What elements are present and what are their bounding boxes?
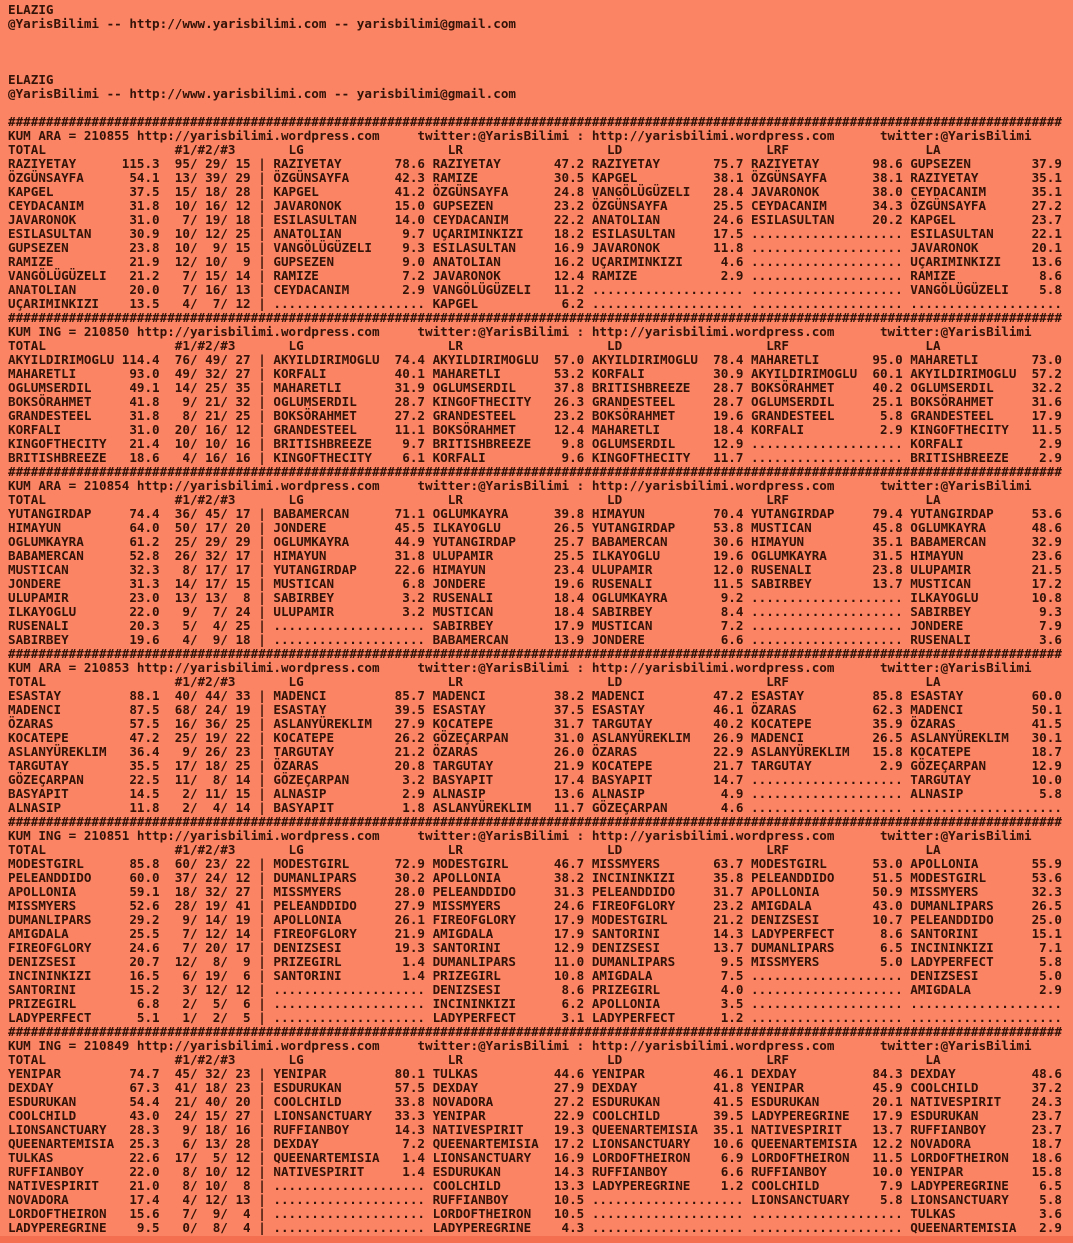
stat-row: RAZIYETAY 115.3 95/ 29/ 15 | RAZIYETAY 78.6 RAZIYETAY 47.2 RAZIYETAY 75.7 RAZIYETAY 98.6 GUPSEZEN 37.9 [8, 156, 1062, 171]
stat-row: BRITISHBREEZE 18.6 4/ 16/ 16 | KINGOFTHECITY 6.1 KORFALI 9.6 KINGOFTHECITY 11.7 .................... BRITISHBREEZE 2.9 [8, 450, 1062, 465]
stat-row: ULUPAMIR 23.0 13/ 13/ 8 | SABIRBEY 3.2 RUSENALI 18.4 OGLUMKAYRA 9.2 .................... ILKAYOGLU 10.8 [8, 590, 1062, 605]
stat-row: VANGÖLÜGÜZELI 21.2 7/ 15/ 14 | RAMIZE 7.2 JAVARONOK 12.4 RAMIZE 2.9 .................... RAMIZE 8.6 [8, 268, 1062, 283]
sections-container [8, 115, 1073, 1235]
column-header-line: TOTAL #1/#2/#3 LG LR LD LRF LA [8, 674, 1070, 689]
section-kum-ing-210849 [8, 1025, 1073, 1235]
section-title-line: KUM ING = 210851 http://yarisbilimi.wordpress.com twitter:@YarisBilimi : http://yarisbilimi.wordpress.com twitter:@YarisBilimi [8, 828, 1032, 843]
stat-row: ESILASULTAN 30.9 10/ 12/ 25 | ANATOLIAN 9.7 UÇARIMINKIZI 18.2 ESILASULTAN 17.5 .................... ESILASULTAN 22.1 [8, 226, 1062, 241]
stat-row: BABAMERCAN 52.8 26/ 32/ 17 | HIMAYUN 31.8 ULUPAMIR 25.5 ILKAYOGLU 19.6 OGLUMKAYRA 31.5 HIMAYUN 23.6 [8, 548, 1062, 563]
stat-row: MUSTICAN 32.3 8/ 17/ 17 | YUTANGIRDAP 22.6 HIMAYUN 23.4 ULUPAMIR 12.0 RUSENALI 23.8 ULUPAMIR 21.5 [8, 562, 1062, 577]
section-kum-ara-210855 [8, 115, 1073, 311]
stat-row: COOLCHILD 43.0 24/ 15/ 27 | LIONSANCTUARY 33.3 YENIPAR 22.9 COOLCHILD 39.5 LADYPEREGRINE 17.9 ESDURUKAN 23.7 [8, 1108, 1062, 1123]
stat-row: ASLANYÜREKLIM 36.4 9/ 26/ 23 | TARGUTAY 21.2 ÖZARAS 26.0 ÖZARAS 22.9 ASLANYÜREKLIM 15.8 KOCATEPE 18.7 [8, 744, 1062, 759]
stat-row: SANTORINI 15.2 3/ 12/ 12 | .................... DENIZSESI 8.6 PRIZEGIRL 4.0 .................... AMIGDALA 2.9 [8, 982, 1062, 997]
stat-row: ILKAYOGLU 22.0 9/ 7/ 24 | ULUPAMIR 3.2 MUSTICAN 18.4 SABIRBEY 8.4 .................... SABIRBEY 9.3 [8, 604, 1062, 619]
stat-row: LORDOFTHEIRON 15.6 7/ 9/ 4 | .................... LORDOFTHEIRON 10.5 .................... .................... TULKAS 3.6 [8, 1206, 1062, 1221]
stat-row: RUSENALI 20.3 5/ 4/ 25 | .................... SABIRBEY 17.9 MUSTICAN 7.2 .................... JONDERE 7.9 [8, 618, 1062, 633]
hash-divider: ########################################################################################################################################### [8, 464, 1062, 479]
stat-row: APOLLONIA 59.1 18/ 32/ 27 | MISSMYERS 28.0 PELEANDDIDO 31.3 PELEANDDIDO 31.7 APOLLONIA 50.9 MISSMYERS 32.3 [8, 884, 1062, 899]
stat-row: GRANDESTEEL 31.8 8/ 21/ 25 | BOKSÖRAHMET 27.2 GRANDESTEEL 23.2 BOKSÖRAHMET 19.6 GRANDESTEEL 5.8 GRANDESTEEL 17.9 [8, 408, 1062, 423]
column-header-line: TOTAL #1/#2/#3 LG LR LD LRF LA [8, 1052, 1070, 1067]
stat-row: MAHARETLI 93.0 49/ 32/ 27 | KORFALI 40.1 MAHARETLI 53.2 KORFALI 30.9 AKYILDIRIMOGLU 60.1 AKYILDIRIMOGLU 57.2 [8, 366, 1062, 381]
column-header-line: TOTAL #1/#2/#3 LG LR LD LRF LA [8, 142, 1070, 157]
stat-row: RUFFIANBOY 22.0 8/ 10/ 12 | NATIVESPIRIT 1.4 ESDURUKAN 14.3 RUFFIANBOY 6.6 RUFFIANBOY 10.0 YENIPAR 15.8 [8, 1164, 1062, 1179]
stat-row: NOVADORA 17.4 4/ 12/ 13 | .................... RUFFIANBOY 10.5 .................... LIONSANCTUARY 5.8 LIONSANCTUARY 5.8 [8, 1192, 1062, 1207]
stat-row: DEXDAY 67.3 41/ 18/ 23 | ESDURUKAN 57.5 DEXDAY 27.9 DEXDAY 41.8 YENIPAR 45.9 COOLCHILD 37.2 [8, 1080, 1062, 1095]
column-header-line: TOTAL #1/#2/#3 LG LR LD LRF LA [8, 492, 1070, 507]
stat-row: BOKSÖRAHMET 41.8 9/ 21/ 32 | OGLUMSERDIL 28.7 KINGOFTHECITY 26.3 GRANDESTEEL 28.7 OGLUMSERDIL 25.1 BOKSÖRAHMET 31.6 [8, 394, 1062, 409]
hash-divider: ########################################################################################################################################### [8, 114, 1062, 129]
contact-line: @YarisBilimi -- http://www.yarisbilimi.com -- yarisbilimi@gmail.com [8, 16, 516, 31]
blank-line [8, 59, 1073, 73]
stat-row: ÖZARAS 57.5 16/ 36/ 25 | ASLANYÜREKLIM 27.9 KOCATEPE 31.7 TARGUTAY 40.2 KOCATEPE 35.9 ÖZARAS 41.5 [8, 716, 1062, 731]
stat-row: LADYPERFECT 5.1 1/ 2/ 5 | .................... LADYPERFECT 3.1 LADYPERFECT 1.2 .................... .................... [8, 1010, 1062, 1025]
stat-row: JAVARONOK 31.0 7/ 19/ 18 | ESILASULTAN 14.0 CEYDACANIM 22.2 ANATOLIAN 24.6 ESILASULTAN 20.2 KAPGEL 23.7 [8, 212, 1062, 227]
stat-row: LADYPEREGRINE 9.5 0/ 8/ 4 | .................... LADYPEREGRINE 4.3 .................... .................... QUEENARTEMISIA 2.9 [8, 1220, 1062, 1235]
stat-row: HIMAYUN 64.0 50/ 17/ 20 | JONDERE 45.5 ILKAYOGLU 26.5 YUTANGIRDAP 53.8 MUSTICAN 45.8 OGLUMKAYRA 48.6 [8, 520, 1062, 535]
section-title-line: KUM ARA = 210855 http://yarisbilimi.wordpress.com twitter:@YarisBilimi : http://yarisbilimi.wordpress.com twitter:@YarisBilimi [8, 128, 1032, 143]
stat-row: YENIPAR 74.7 45/ 32/ 23 | YENIPAR 80.1 TULKAS 44.6 YENIPAR 46.1 DEXDAY 84.3 DEXDAY 48.6 [8, 1066, 1062, 1081]
stat-row: QUEENARTEMISIA 25.3 6/ 13/ 28 | DEXDAY 7.2 QUEENARTEMISIA 17.2 LIONSANCTUARY 10.6 QUEENARTEMISIA 12.2 NOVADORA 18.7 [8, 1136, 1062, 1151]
blank-line [8, 101, 1073, 115]
stat-row: MODESTGIRL 85.8 60/ 23/ 22 | MODESTGIRL 72.9 MODESTGIRL 46.7 MISSMYERS 63.7 MODESTGIRL 53.0 APOLLONIA 55.9 [8, 856, 1062, 871]
location-line-2: ELAZIG [8, 72, 54, 87]
stat-row: MISSMYERS 52.6 28/ 19/ 41 | PELEANDDIDO 27.9 MISSMYERS 24.6 FIREOFGLORY 23.2 AMIGDALA 43.0 DUMANLIPARS 26.5 [8, 898, 1062, 913]
stat-row: DUMANLIPARS 29.2 9/ 14/ 19 | APOLLONIA 26.1 FIREOFGLORY 17.9 MODESTGIRL 21.2 DENIZSESI 10.7 PELEANDDIDO 25.0 [8, 912, 1062, 927]
section-title-line: KUM ARA = 210854 http://yarisbilimi.wordpress.com twitter:@YarisBilimi : http://yarisbilimi.wordpress.com twitter:@YarisBilimi [8, 478, 1032, 493]
stat-row: DENIZSESI 20.7 12/ 8/ 9 | PRIZEGIRL 1.4 DUMANLIPARS 11.0 DUMANLIPARS 9.5 MISSMYERS 5.0 LADYPERFECT 5.8 [8, 954, 1062, 969]
section-title-line: KUM ARA = 210853 http://yarisbilimi.wordpress.com twitter:@YarisBilimi : http://yarisbilimi.wordpress.com twitter:@YarisBilimi [8, 660, 1032, 675]
stat-row: ESASTAY 88.1 40/ 44/ 33 | MADENCI 85.7 MADENCI 38.2 MADENCI 47.2 ESASTAY 85.8 ESASTAY 60.0 [8, 688, 1062, 703]
section-title-line: KUM ING = 210850 http://yarisbilimi.wordpress.com twitter:@YarisBilimi : http://yarisbilimi.wordpress.com twitter:@YarisBilimi [8, 324, 1032, 339]
stat-row: PRIZEGIRL 6.8 2/ 5/ 6 | .................... INCININKIZI 6.2 APOLLONIA 3.5 .................... .................... [8, 996, 1062, 1011]
stat-row: INCININKIZI 16.5 6/ 19/ 6 | SANTORINI 1.4 PRIZEGIRL 10.8 AMIGDALA 7.5 .................... DENIZSESI 5.0 [8, 968, 1062, 983]
stat-row: YUTANGIRDAP 74.4 36/ 45/ 17 | BABAMERCAN 71.1 OGLUMKAYRA 39.8 HIMAYUN 70.4 YUTANGIRDAP 79.4 YUTANGIRDAP 53.6 [8, 506, 1062, 521]
stat-row: AMIGDALA 25.5 7/ 12/ 14 | FIREOFGLORY 21.9 AMIGDALA 17.9 SANTORINI 14.3 LADYPERFECT 8.6 SANTORINI 15.1 [8, 926, 1062, 941]
stat-row: PELEANDDIDO 60.0 37/ 24/ 12 | DUMANLIPARS 30.2 APOLLONIA 38.2 INCININKIZI 35.8 PELEANDDIDO 51.5 MODESTGIRL 53.6 [8, 870, 1062, 885]
stat-row: ANATOLIAN 20.0 7/ 16/ 13 | CEYDACANIM 2.9 VANGÖLÜGÜZELI 11.2 .................... .................... VANGÖLÜGÜZELI 5.8 [8, 282, 1062, 297]
hash-divider: ########################################################################################################################################### [8, 1024, 1062, 1039]
stat-row: LIONSANCTUARY 28.3 9/ 18/ 16 | RUFFIANBOY 14.3 NATIVESPIRIT 19.3 QUEENARTEMISIA 35.1 NATIVESPIRIT 13.7 RUFFIANBOY 23.7 [8, 1122, 1062, 1137]
location-line: ELAZIG [8, 2, 54, 17]
stat-row: CEYDACANIM 31.8 10/ 16/ 12 | JAVARONOK 15.0 GUPSEZEN 23.2 ÖZGÜNSAYFA 25.5 CEYDACANIM 34.3 ÖZGÜNSAYFA 27.2 [8, 198, 1062, 213]
contact-line-2: @YarisBilimi -- http://www.yarisbilimi.com -- yarisbilimi@gmail.com [8, 86, 516, 101]
stat-row: JONDERE 31.3 14/ 17/ 15 | MUSTICAN 6.8 JONDERE 19.6 RUSENALI 11.5 SABIRBEY 13.7 MUSTICAN 17.2 [8, 576, 1062, 591]
blank-line [8, 45, 1073, 59]
stat-row: TARGUTAY 35.5 17/ 18/ 25 | ÖZARAS 20.8 TARGUTAY 21.9 KOCATEPE 21.7 TARGUTAY 2.9 GÖZEÇARPAN 12.9 [8, 758, 1062, 773]
stat-row: GUPSEZEN 23.8 10/ 9/ 15 | VANGÖLÜGÜZELI 9.3 ESILASULTAN 16.9 JAVARONOK 11.8 .................... JAVARONOK 20.1 [8, 240, 1062, 255]
stat-row: KINGOFTHECITY 21.4 10/ 10/ 16 | BRITISHBREEZE 9.7 BRITISHBREEZE 9.8 OGLUMSERDIL 12.9 .................... KORFALI 2.9 [8, 436, 1062, 451]
section-kum-ara-210854 [8, 465, 1073, 647]
stat-row: ESDURUKAN 54.4 21/ 40/ 20 | COOLCHILD 33.8 NOVADORA 27.2 ESDURUKAN 41.5 ESDURUKAN 20.1 NATIVESPIRIT 24.3 [8, 1094, 1062, 1109]
bottom-strip [0, 1236, 1073, 1243]
stat-row: KOCATEPE 47.2 25/ 19/ 22 | KOCATEPE 26.2 GÖZEÇARPAN 31.0 ASLANYÜREKLIM 26.9 MADENCI 26.5 ASLANYÜREKLIM 30.1 [8, 730, 1062, 745]
section-kum-ing-210850 [8, 311, 1073, 465]
stat-row: BASYAPIT 14.5 2/ 11/ 15 | ALNASIP 2.9 ALNASIP 13.6 ALNASIP 4.9 .................... ALNASIP 5.8 [8, 786, 1062, 801]
stat-row: OGLUMKAYRA 61.2 25/ 29/ 29 | OGLUMKAYRA 44.9 YUTANGIRDAP 25.7 BABAMERCAN 30.6 HIMAYUN 35.1 BABAMERCAN 32.9 [8, 534, 1062, 549]
hash-divider: ########################################################################################################################################### [8, 646, 1062, 661]
stat-row: KAPGEL 37.5 15/ 18/ 28 | KAPGEL 41.2 ÖZGÜNSAYFA 24.8 VANGÖLÜGÜZELI 28.4 JAVARONOK 38.0 CEYDACANIM 35.1 [8, 184, 1062, 199]
hash-divider: ########################################################################################################################################### [8, 814, 1062, 829]
section-title-line: KUM ING = 210849 http://yarisbilimi.wordpress.com twitter:@YarisBilimi : http://yarisbilimi.wordpress.com twitter:@YarisBilimi [8, 1038, 1032, 1053]
stat-row: OGLUMSERDIL 49.1 14/ 25/ 35 | MAHARETLI 31.9 OGLUMSERDIL 37.8 BRITISHBREEZE 28.7 BOKSÖRAHMET 40.2 OGLUMSERDIL 32.2 [8, 380, 1062, 395]
hash-divider: ########################################################################################################################################### [8, 310, 1062, 325]
stat-row: MADENCI 87.5 68/ 24/ 19 | ESASTAY 39.5 ESASTAY 37.5 ESASTAY 46.1 ÖZARAS 62.3 MADENCI 50.1 [8, 702, 1062, 717]
stat-row: KORFALI 31.0 20/ 16/ 12 | GRANDESTEEL 11.1 BOKSÖRAHMET 12.4 MAHARETLI 18.4 KORFALI 2.9 KINGOFTHECITY 11.5 [8, 422, 1062, 437]
column-header-line: TOTAL #1/#2/#3 LG LR LD LRF LA [8, 842, 1070, 857]
blank-line [8, 31, 1073, 45]
column-header-line: TOTAL #1/#2/#3 LG LR LD LRF LA [8, 338, 1070, 353]
stat-row: UÇARIMINKIZI 13.5 4/ 7/ 12 | .................... KAPGEL 6.2 .................... .................... .................... [8, 296, 1062, 311]
stat-row: ÖZGÜNSAYFA 54.1 13/ 39/ 29 | ÖZGÜNSAYFA 42.3 RAMIZE 30.5 KAPGEL 38.1 ÖZGÜNSAYFA 38.1 RAZIYETAY 35.1 [8, 170, 1062, 185]
stat-row: SABIRBEY 19.6 4/ 9/ 18 | .................... BABAMERCAN 13.9 JONDERE 6.6 .................... RUSENALI 3.6 [8, 632, 1062, 647]
stat-row: FIREOFGLORY 24.6 7/ 20/ 17 | DENIZSESI 19.3 SANTORINI 12.9 DENIZSESI 13.7 DUMANLIPARS 6.5 INCININKIZI 7.1 [8, 940, 1062, 955]
section-kum-ing-210851 [8, 815, 1073, 1025]
stat-row: TULKAS 22.6 17/ 5/ 12 | QUEENARTEMISIA 1.4 LIONSANCTUARY 16.9 LORDOFTHEIRON 6.9 LORDOFTHEIRON 11.5 LORDOFTHEIRON 18.6 [8, 1150, 1062, 1165]
stat-row: NATIVESPIRIT 21.0 8/ 10/ 8 | .................... COOLCHILD 13.3 LADYPEREGRINE 1.2 COOLCHILD 7.9 LADYPEREGRINE 6.5 [8, 1178, 1062, 1193]
stat-row: ALNASIP 11.8 2/ 4/ 14 | BASYAPIT 1.8 ASLANYÜREKLIM 11.7 GÖZEÇARPAN 4.6 .................... .................... [8, 800, 1062, 815]
stat-row: RAMIZE 21.9 12/ 10/ 9 | GUPSEZEN 9.0 ANATOLIAN 16.2 UÇARIMINKIZI 4.6 .................... UÇARIMINKIZI 13.6 [8, 254, 1062, 269]
section-kum-ara-210853 [8, 647, 1073, 815]
stat-row: AKYILDIRIMOGLU 114.4 76/ 49/ 27 | AKYILDIRIMOGLU 74.4 AKYILDIRIMOGLU 57.0 AKYILDIRIMOGLU 78.4 MAHARETLI 95.0 MAHARETLI 73.0 [8, 352, 1062, 367]
stat-row: GÖZEÇARPAN 22.5 11/ 8/ 14 | GÖZEÇARPAN 3.2 BASYAPIT 17.4 BASYAPIT 14.7 .................... TARGUTAY 10.0 [8, 772, 1062, 787]
